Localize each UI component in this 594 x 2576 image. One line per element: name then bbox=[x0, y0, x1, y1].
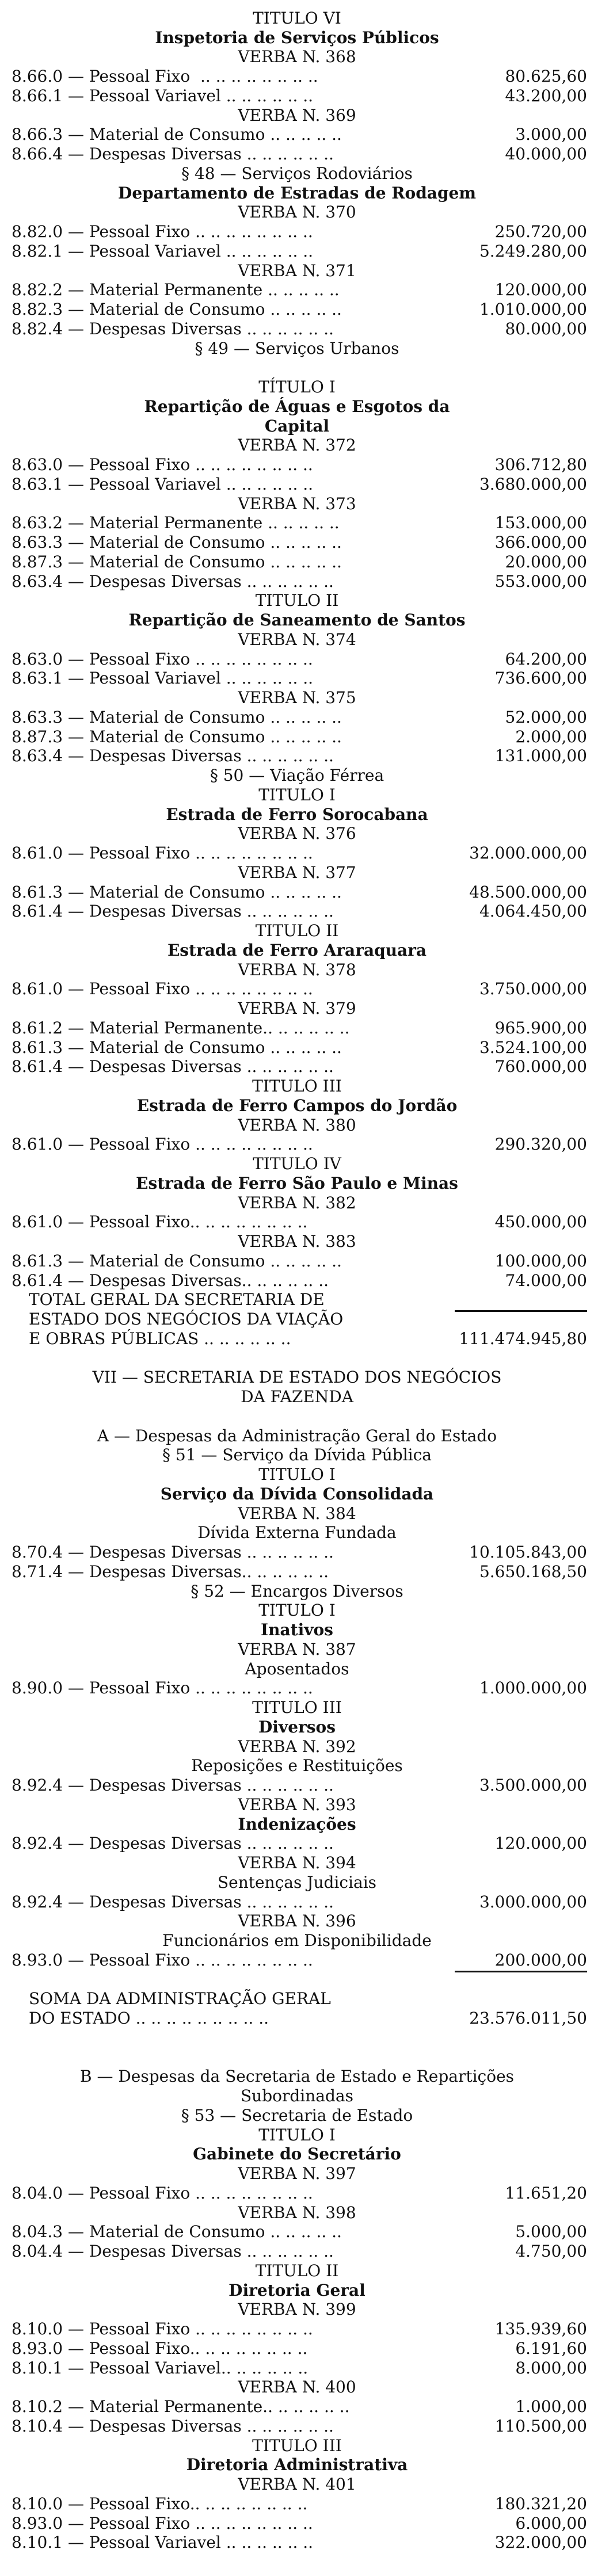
line-label: 8.93.0 — Pessoal Fixo.. .. .. .. .. .. .. .. bbox=[12, 2339, 308, 2358]
heading-line: VERBA N. 387 bbox=[238, 1640, 356, 1659]
line-amount: 965.900,00 bbox=[494, 1018, 587, 1037]
line-amount: 111.474.945,80 bbox=[459, 1329, 587, 1348]
heading-line: VERBA N. 401 bbox=[238, 2475, 356, 2494]
budget-line bbox=[0, 2184, 594, 2203]
budget-line bbox=[0, 1019, 594, 1037]
line-label: 8.87.3 — Material de Consumo .. .. .. .. .. bbox=[12, 552, 342, 571]
line-label: 8.04.4 — Despesas Diversas .. .. .. .. .. .. bbox=[12, 2242, 334, 2261]
line-label: 8.71.4 — Despesas Diversas.. .. .. .. .. .. bbox=[12, 1562, 329, 1581]
heading-line: § 50 — Viação Férrea bbox=[210, 766, 384, 785]
line-amount: 43.200,00 bbox=[505, 86, 587, 105]
line-amount: 8.000,00 bbox=[515, 2359, 587, 2377]
budget-line bbox=[0, 1893, 594, 1911]
line-amount: 20.000,00 bbox=[505, 552, 587, 571]
budget-line bbox=[0, 553, 594, 571]
budget-line bbox=[0, 1058, 594, 1076]
heading-line: § 52 — Encargos Diversos bbox=[191, 1582, 403, 1601]
heading-line: TITULO I bbox=[258, 1601, 336, 1620]
line-label: 8.93.0 — Pessoal Fixo .. .. .. .. .. .. .. .. bbox=[12, 1951, 313, 1970]
line-label: 8.10.1 — Pessoal Variavel .. .. .. .. .. .. bbox=[12, 2533, 314, 2552]
heading-line: § 51 — Serviço da Dívida Pública bbox=[162, 1445, 432, 1464]
line-label: 8.92.4 — Despesas Diversas .. .. .. .. .. .. bbox=[12, 1892, 334, 1911]
heading-line: § 49 — Serviços Urbanos bbox=[195, 339, 399, 358]
line-label: 8.63.3 — Material de Consumo .. .. .. .. .. bbox=[12, 708, 342, 727]
line-amount: 1.000,00 bbox=[515, 2397, 587, 2416]
budget-line bbox=[0, 2359, 594, 2377]
heading-line: VERBA N. 370 bbox=[238, 203, 356, 222]
budget-line bbox=[0, 650, 594, 669]
line-label: 8.93.0 — Pessoal Fixo .. .. .. .. .. .. .. .. bbox=[12, 2514, 313, 2533]
line-label: 8.04.3 — Material de Consumo .. .. .. .. .. bbox=[12, 2222, 342, 2241]
budget-line bbox=[0, 475, 594, 494]
budget-line bbox=[0, 320, 594, 338]
heading-line: TITULO II bbox=[255, 2261, 339, 2280]
budget-line bbox=[0, 2320, 594, 2338]
line-label: 8.82.0 — Pessoal Fixo .. .. .. .. .. .. .. .. bbox=[12, 222, 313, 241]
line-label: 8.92.4 — Despesas Diversas .. .. .. .. .. .. bbox=[12, 1834, 334, 1853]
line-amount: 11.651,20 bbox=[505, 2184, 587, 2203]
line-amount: 52.000,00 bbox=[505, 708, 587, 727]
heading-line: Sentenças Judiciais bbox=[217, 1873, 377, 1892]
heading-line: TITULO III bbox=[252, 1698, 342, 1717]
line-amount: 6.191,60 bbox=[515, 2339, 587, 2358]
line-amount: 3.750.000,00 bbox=[479, 979, 587, 998]
budget-line bbox=[0, 300, 594, 319]
budget-line bbox=[0, 1252, 594, 1270]
line-label: 8.61.3 — Material de Consumo .. .. .. .. .. bbox=[12, 1038, 342, 1057]
heading-line: VERBA N. 371 bbox=[238, 261, 356, 280]
budget-line bbox=[0, 2514, 594, 2533]
line-amount: 120.000,00 bbox=[494, 280, 587, 299]
line-amount: 5.000,00 bbox=[515, 2222, 587, 2241]
heading-line: VERBA N. 376 bbox=[238, 824, 356, 843]
budget-line bbox=[0, 223, 594, 241]
section-heading: Indenizações bbox=[238, 1815, 356, 1834]
heading-line: VERBA N. 374 bbox=[238, 630, 356, 649]
line-amount: 5.650.168,50 bbox=[479, 1562, 587, 1581]
heading-line: TOTAL GERAL DA SECRETARIA DE bbox=[29, 1290, 325, 1309]
line-amount: 131.000,00 bbox=[494, 746, 587, 765]
budget-line bbox=[0, 747, 594, 765]
line-amount: 3.500.000,00 bbox=[479, 1776, 587, 1795]
line-amount: 4.064.450,00 bbox=[479, 902, 587, 921]
line-amount: 3.000,00 bbox=[515, 125, 587, 144]
budget-line bbox=[0, 1563, 594, 1581]
line-amount: 200.000,00 bbox=[494, 1951, 587, 1970]
heading-line: VERBA N. 400 bbox=[238, 2377, 356, 2396]
line-amount: 2.000,00 bbox=[515, 727, 587, 746]
heading-line: VERBA N. 380 bbox=[238, 1116, 356, 1135]
line-amount: 1.000.000,00 bbox=[479, 1678, 587, 1697]
budget-line bbox=[0, 2417, 594, 2436]
line-label: 8.82.2 — Material Permanente .. .. .. .. .. bbox=[12, 280, 340, 299]
heading-line: VERBA N. 392 bbox=[238, 1737, 356, 1756]
heading-line: Aposentados bbox=[245, 1659, 349, 1678]
section-heading: Gabinete do Secretário bbox=[193, 2144, 401, 2163]
budget-line bbox=[0, 669, 594, 688]
line-label: 8.63.1 — Pessoal Variavel .. .. .. .. .. .. bbox=[12, 669, 314, 688]
section-heading: Inativos bbox=[261, 1620, 333, 1639]
budget-line bbox=[0, 1776, 594, 1795]
line-amount: 366.000,00 bbox=[494, 533, 587, 552]
budget-line bbox=[0, 2340, 594, 2358]
heading-line: VERBA N. 373 bbox=[238, 494, 356, 513]
line-amount: 74.000,00 bbox=[505, 1271, 587, 1290]
heading-line: VERBA N. 377 bbox=[238, 863, 356, 882]
line-label: 8.61.0 — Pessoal Fixo.. .. .. .. .. .. .. .. bbox=[12, 1212, 308, 1231]
heading-line: VERBA N. 393 bbox=[238, 1795, 356, 1814]
line-label: 8.92.4 — Despesas Diversas .. .. .. .. .. .. bbox=[12, 1776, 334, 1795]
line-amount: 120.000,00 bbox=[494, 1834, 587, 1853]
budget-line bbox=[0, 980, 594, 998]
budget-line bbox=[0, 87, 594, 105]
section-heading: Departamento de Estradas de Rodagem bbox=[118, 184, 476, 203]
budget-line bbox=[0, 533, 594, 552]
line-label: 8.61.4 — Despesas Diversas.. .. .. .. .. .. bbox=[12, 1271, 329, 1290]
heading-line: TITULO IV bbox=[253, 1154, 341, 1173]
budget-line bbox=[0, 2009, 594, 2028]
line-amount: 32.000.000,00 bbox=[469, 844, 587, 863]
budget-line bbox=[0, 1679, 594, 1697]
line-label: 8.10.1 — Pessoal Variavel.. .. .. .. .. .. bbox=[12, 2359, 309, 2377]
heading-line: TITULO II bbox=[255, 921, 339, 940]
budget-line bbox=[0, 242, 594, 261]
heading-line: Dívida Externa Fundada bbox=[197, 1523, 397, 1542]
heading-line: VERBA N. 372 bbox=[238, 436, 356, 455]
line-amount: 48.500.000,00 bbox=[469, 883, 587, 902]
heading-line: TITULO I bbox=[258, 785, 336, 804]
line-amount: 322.000,00 bbox=[494, 2533, 587, 2552]
line-amount: 23.576.011,50 bbox=[469, 2009, 587, 2028]
heading-line: VERBA N. 383 bbox=[238, 1232, 356, 1251]
line-amount: 3.524.100,00 bbox=[479, 1038, 587, 1057]
section-heading: Diretoria Geral bbox=[229, 2281, 365, 2300]
heading-line: VERBA N. 379 bbox=[238, 999, 356, 1018]
line-label: 8.61.4 — Despesas Diversas .. .. .. .. .. .. bbox=[12, 1057, 334, 1076]
section-heading: Estrada de Ferro Araraquara bbox=[167, 941, 427, 960]
budget-line bbox=[0, 2242, 594, 2261]
budget-line bbox=[0, 1951, 594, 1970]
line-amount: 1.010.000,00 bbox=[479, 300, 587, 319]
heading-line: TITULO VI bbox=[253, 9, 341, 28]
heading-line: VERBA N. 378 bbox=[238, 960, 356, 979]
section-heading: Diretoria Administrativa bbox=[186, 2455, 408, 2474]
line-amount: 736.600,00 bbox=[494, 669, 587, 688]
budget-line bbox=[0, 2495, 594, 2513]
line-amount: 6.000,00 bbox=[515, 2514, 587, 2533]
budget-line bbox=[0, 844, 594, 863]
section-heading: Estrada de Ferro Campos do Jordão bbox=[136, 1096, 458, 1115]
budget-line bbox=[0, 2533, 594, 2552]
line-label: 8.61.0 — Pessoal Fixo .. .. .. .. .. .. .. .. bbox=[12, 844, 313, 863]
budget-line bbox=[0, 573, 594, 591]
line-amount: 80.000,00 bbox=[505, 319, 587, 338]
line-label: 8.90.0 — Pessoal Fixo .. .. .. .. .. .. .. .. bbox=[12, 1678, 313, 1697]
line-label: 8.66.0 — Pessoal Fixo .. .. .. .. .. .. .. .. bbox=[12, 67, 318, 86]
line-label: 8.10.2 — Material Permanente.. .. .. .. .. .. bbox=[12, 2397, 350, 2416]
line-amount: 10.105.843,00 bbox=[469, 1543, 587, 1562]
line-amount: 306.712,80 bbox=[494, 455, 587, 474]
section-heading: Repartição de Saneamento de Santos bbox=[128, 610, 466, 629]
section-heading: Estrada de Ferro São Paulo e Minas bbox=[136, 1174, 458, 1193]
section-heading: Repartição de Águas e Esgotos da bbox=[144, 397, 450, 416]
heading-line: Funcionários em Disponibilidade bbox=[162, 1931, 432, 1950]
line-amount: 100.000,00 bbox=[494, 1251, 587, 1270]
heading-line: § 48 — Serviços Rodoviários bbox=[181, 164, 413, 183]
line-label: 8.66.4 — Despesas Diversas .. .. .. .. .. .. bbox=[12, 144, 334, 163]
heading-line: VERBA N. 375 bbox=[238, 688, 356, 707]
budget-line bbox=[0, 1135, 594, 1154]
line-label: 8.61.4 — Despesas Diversas .. .. .. .. .. .. bbox=[12, 902, 334, 921]
heading-line: § 53 — Secretaria de Estado bbox=[181, 2106, 413, 2125]
line-label: 8.04.0 — Pessoal Fixo .. .. .. .. .. .. .. .. bbox=[12, 2184, 313, 2203]
budget-line bbox=[0, 1272, 594, 1290]
line-amount: 80.625,60 bbox=[505, 67, 587, 86]
budget-line bbox=[0, 281, 594, 299]
heading-line: VERBA N. 384 bbox=[238, 1504, 356, 1523]
budget-line bbox=[0, 2223, 594, 2241]
budget-line bbox=[0, 67, 594, 86]
total-rule bbox=[455, 1971, 587, 1972]
line-amount: 553.000,00 bbox=[494, 572, 587, 591]
line-label: DO ESTADO .. .. .. .. .. .. .. .. .. bbox=[29, 2009, 269, 2028]
line-label: 8.61.3 — Material de Consumo .. .. .. .. .. bbox=[12, 1251, 342, 1270]
heading-line: SOMA DA ADMINISTRAÇÃO GERAL bbox=[29, 1989, 331, 2008]
heading-line: TITULO III bbox=[252, 1077, 342, 1096]
line-amount: 3.000.000,00 bbox=[479, 1892, 587, 1911]
line-label: 8.63.3 — Material de Consumo .. .. .. .. .. bbox=[12, 533, 342, 552]
budget-line bbox=[0, 1543, 594, 1562]
line-label: 8.63.0 — Pessoal Fixo .. .. .. .. .. .. .. .. bbox=[12, 650, 313, 669]
line-amount: 250.720,00 bbox=[494, 222, 587, 241]
line-label: 8.61.0 — Pessoal Fixo .. .. .. .. .. .. .. .. bbox=[12, 1135, 313, 1154]
heading-line: Subordinadas bbox=[241, 2086, 353, 2105]
budget-line bbox=[0, 883, 594, 902]
budget-line bbox=[0, 902, 594, 921]
line-label: 8.63.4 — Despesas Diversas .. .. .. .. .. .. bbox=[12, 746, 334, 765]
heading-line: VERBA N. 394 bbox=[238, 1853, 356, 1872]
heading-line: VERBA N. 382 bbox=[238, 1193, 356, 1212]
line-amount: 40.000,00 bbox=[505, 144, 587, 163]
budget-line bbox=[0, 145, 594, 163]
line-label: 8.82.3 — Material de Consumo .. .. .. .. .. bbox=[12, 300, 342, 319]
line-label: 8.66.1 — Pessoal Variavel .. .. .. .. .. .. bbox=[12, 86, 314, 105]
line-label: 8.61.2 — Material Permanente.. .. .. .. .. .. bbox=[12, 1018, 350, 1037]
line-label: 8.66.3 — Material de Consumo .. .. .. .. .. bbox=[12, 125, 342, 144]
budget-line bbox=[0, 1213, 594, 1231]
heading-line: VERBA N. 399 bbox=[238, 2300, 356, 2319]
line-label: 8.82.1 — Pessoal Variavel .. .. .. .. .. .. bbox=[12, 242, 314, 261]
budget-line bbox=[0, 2398, 594, 2416]
total-rule bbox=[455, 1310, 587, 1312]
line-label: 8.10.0 — Pessoal Fixo .. .. .. .. .. .. .. .. bbox=[12, 2319, 313, 2338]
line-label: 8.63.4 — Despesas Diversas .. .. .. .. .. .. bbox=[12, 572, 334, 591]
heading-line: ESTADO DOS NEGÓCIOS DA VIAÇÃO bbox=[29, 1310, 344, 1329]
heading-line: VERBA N. 368 bbox=[238, 47, 356, 66]
line-label: 8.61.0 — Pessoal Fixo .. .. .. .. .. .. .. .. bbox=[12, 979, 313, 998]
line-amount: 153.000,00 bbox=[494, 513, 587, 532]
heading-line: TITULO II bbox=[255, 591, 339, 610]
heading-line: VERBA N. 369 bbox=[238, 106, 356, 125]
line-amount: 180.321,20 bbox=[494, 2494, 587, 2513]
heading-line: VERBA N. 396 bbox=[238, 1911, 356, 1930]
line-amount: 5.249.280,00 bbox=[479, 242, 587, 261]
heading-line: A — Despesas da Administração Geral do Estado bbox=[97, 1426, 497, 1445]
heading-line: VII — SECRETARIA DE ESTADO DOS NEGÓCIOS bbox=[92, 1368, 502, 1387]
line-label: 8.63.0 — Pessoal Fixo .. .. .. .. .. .. .. .. bbox=[12, 455, 313, 474]
line-label: 8.87.3 — Material de Consumo .. .. .. .. .. bbox=[12, 727, 342, 746]
budget-line bbox=[0, 1039, 594, 1057]
budget-line bbox=[0, 456, 594, 474]
line-label: 8.63.1 — Pessoal Variavel .. .. .. .. .. .. bbox=[12, 475, 314, 494]
section-heading: Capital bbox=[264, 417, 330, 436]
heading-line: DA FAZENDA bbox=[241, 1387, 353, 1406]
heading-line: B — Despesas da Secretaria de Estado e Repartições bbox=[79, 2067, 515, 2086]
heading-line: VERBA N. 397 bbox=[238, 2164, 356, 2183]
line-amount: 760.000,00 bbox=[494, 1057, 587, 1076]
line-label: 8.61.3 — Material de Consumo .. .. .. .. .. bbox=[12, 883, 342, 902]
section-heading: Inspetoria de Serviços Públicos bbox=[155, 28, 439, 47]
budget-line bbox=[0, 728, 594, 746]
line-label: 8.82.4 — Despesas Diversas .. .. .. .. .. .. bbox=[12, 319, 334, 338]
line-amount: 4.750,00 bbox=[515, 2242, 587, 2261]
line-label: 8.10.4 — Despesas Diversas .. .. .. .. .. .. bbox=[12, 2417, 334, 2436]
line-amount: 3.680.000,00 bbox=[479, 475, 587, 494]
line-label: 8.63.2 — Material Permanente .. .. .. .. .. bbox=[12, 513, 340, 532]
heading-line: TITULO I bbox=[258, 2125, 336, 2144]
line-label: E OBRAS PÚBLICAS .. .. .. .. .. .. bbox=[29, 1329, 291, 1348]
line-label: 8.70.4 — Despesas Diversas .. .. .. .. .. .. bbox=[12, 1543, 334, 1562]
line-label: 8.10.0 — Pessoal Fixo.. .. .. .. .. .. .. .. bbox=[12, 2494, 308, 2513]
line-amount: 64.200,00 bbox=[505, 650, 587, 669]
line-amount: 110.500,00 bbox=[494, 2417, 587, 2436]
heading-line: TITULO III bbox=[252, 2436, 342, 2455]
line-amount: 450.000,00 bbox=[494, 1212, 587, 1231]
line-amount: 290.320,00 bbox=[494, 1135, 587, 1154]
budget-line bbox=[0, 1834, 594, 1853]
section-heading: Estrada de Ferro Sorocabana bbox=[166, 805, 428, 824]
line-amount: 135.939,60 bbox=[494, 2319, 587, 2338]
section-heading: Diversos bbox=[258, 1718, 336, 1737]
budget-line bbox=[0, 125, 594, 144]
heading-line: VERBA N. 398 bbox=[238, 2203, 356, 2222]
section-heading: Serviço da Dívida Consolidada bbox=[160, 1484, 434, 1503]
budget-line bbox=[0, 1330, 594, 1348]
budget-line bbox=[0, 708, 594, 727]
heading-line: Reposições e Restituições bbox=[191, 1756, 403, 1775]
heading-line: TITULO I bbox=[258, 1465, 336, 1484]
heading-line: TÍTULO I bbox=[258, 377, 336, 396]
budget-line bbox=[0, 514, 594, 532]
